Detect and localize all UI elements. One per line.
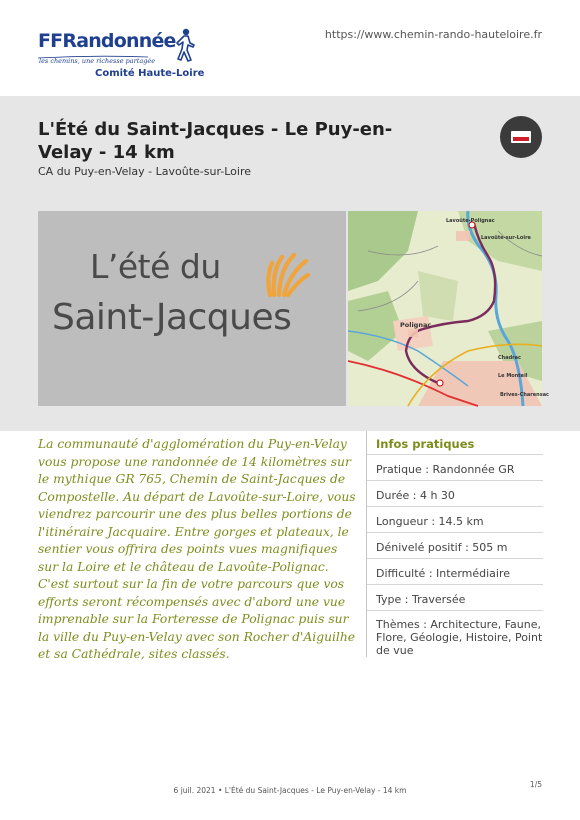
hero-image: [38, 211, 346, 406]
hero-text-line2: Saint-Jacques: [52, 297, 292, 338]
badge-red-stripe: [513, 137, 529, 141]
info-row-type: Type : Traversée: [367, 584, 543, 610]
info-row-denivele: Dénivelé positif : 505 m: [367, 532, 543, 558]
route-map: [348, 211, 550, 406]
map-label: Polignac: [400, 321, 432, 329]
scallop-shell-icon: [264, 247, 310, 299]
route-map-graphic: [348, 211, 550, 406]
info-row-themes: Thèmes : Architecture, Faune, Flore, Géologie, Histoire, Point de vue: [367, 610, 543, 658]
ffrandonnee-logo: [38, 28, 205, 84]
page-subtitle: CA du Puy-en-Velay - Lavoûte-sur-Loire: [38, 165, 252, 178]
page-title: L'Été du Saint-Jacques - Le Puy-en-Velay - 14 km: [38, 119, 393, 163]
logo-title: FFRandonnée: [38, 30, 176, 52]
hiker-icon: [172, 28, 196, 62]
infos-pratiques-panel: [366, 431, 542, 657]
infos-heading: Infos pratiques: [376, 437, 475, 451]
page-number: 1/5: [529, 780, 542, 789]
site-url-link[interactable]: https://www.chemin-rando-hauteloire.fr: [324, 28, 542, 41]
map-label: Le Monteil: [498, 373, 528, 379]
logo-comite: Comité Haute-Loire: [95, 68, 205, 79]
info-row-difficulte: Difficulté : Intermédiaire: [367, 558, 543, 584]
page-footer: 6 juil. 2021 • L'Été du Saint-Jacques - Le Puy-en-Velay - 14 km: [173, 786, 407, 795]
hike-description: La communauté d'agglomération du Puy-en-Velay vous propose une randonnée de 14 kilomètres sur le mythique GR 765, Chemin de Saint-Jacques de Compostelle. Au départ de Lavoûte-sur-Loire, vous viendrez parcourir une des plus belles portions de l'itinéraire Jacquaire. Entre gorges et plateaux, le sentier vous offrira des points vues magnifiques sur la Loire et le château de Lavoûte-Polignac. C'est surtout sur la fin de votre parcours que vos efforts seront récompensés avec d'abord une vue imprenable sur la Forteresse de Polignac puis sur la ville du Puy-en-Velay avec son Rocher d'Aiguilhe et sa Cathédrale, sites classés.: [38, 437, 356, 661]
info-row-pratique: Pratique : Randonnée GR: [367, 454, 543, 480]
badge-card: [511, 131, 531, 143]
difficulty-badge-icon: [500, 116, 542, 158]
map-label: Lavoûte-Polignac: [446, 218, 495, 224]
logo-tagline: les chemins, une richesse partagée: [39, 57, 156, 65]
map-label: Brives-Charensac: [500, 392, 550, 398]
map-label: Lavoûte-sur-Loire: [481, 235, 531, 241]
map-label: Chadrac: [498, 355, 521, 361]
info-row-duree: Durée : 4 h 30: [367, 480, 543, 506]
info-row-longueur: Longueur : 14.5 km: [367, 506, 543, 532]
hero-text-line1: L’été du: [90, 247, 221, 286]
